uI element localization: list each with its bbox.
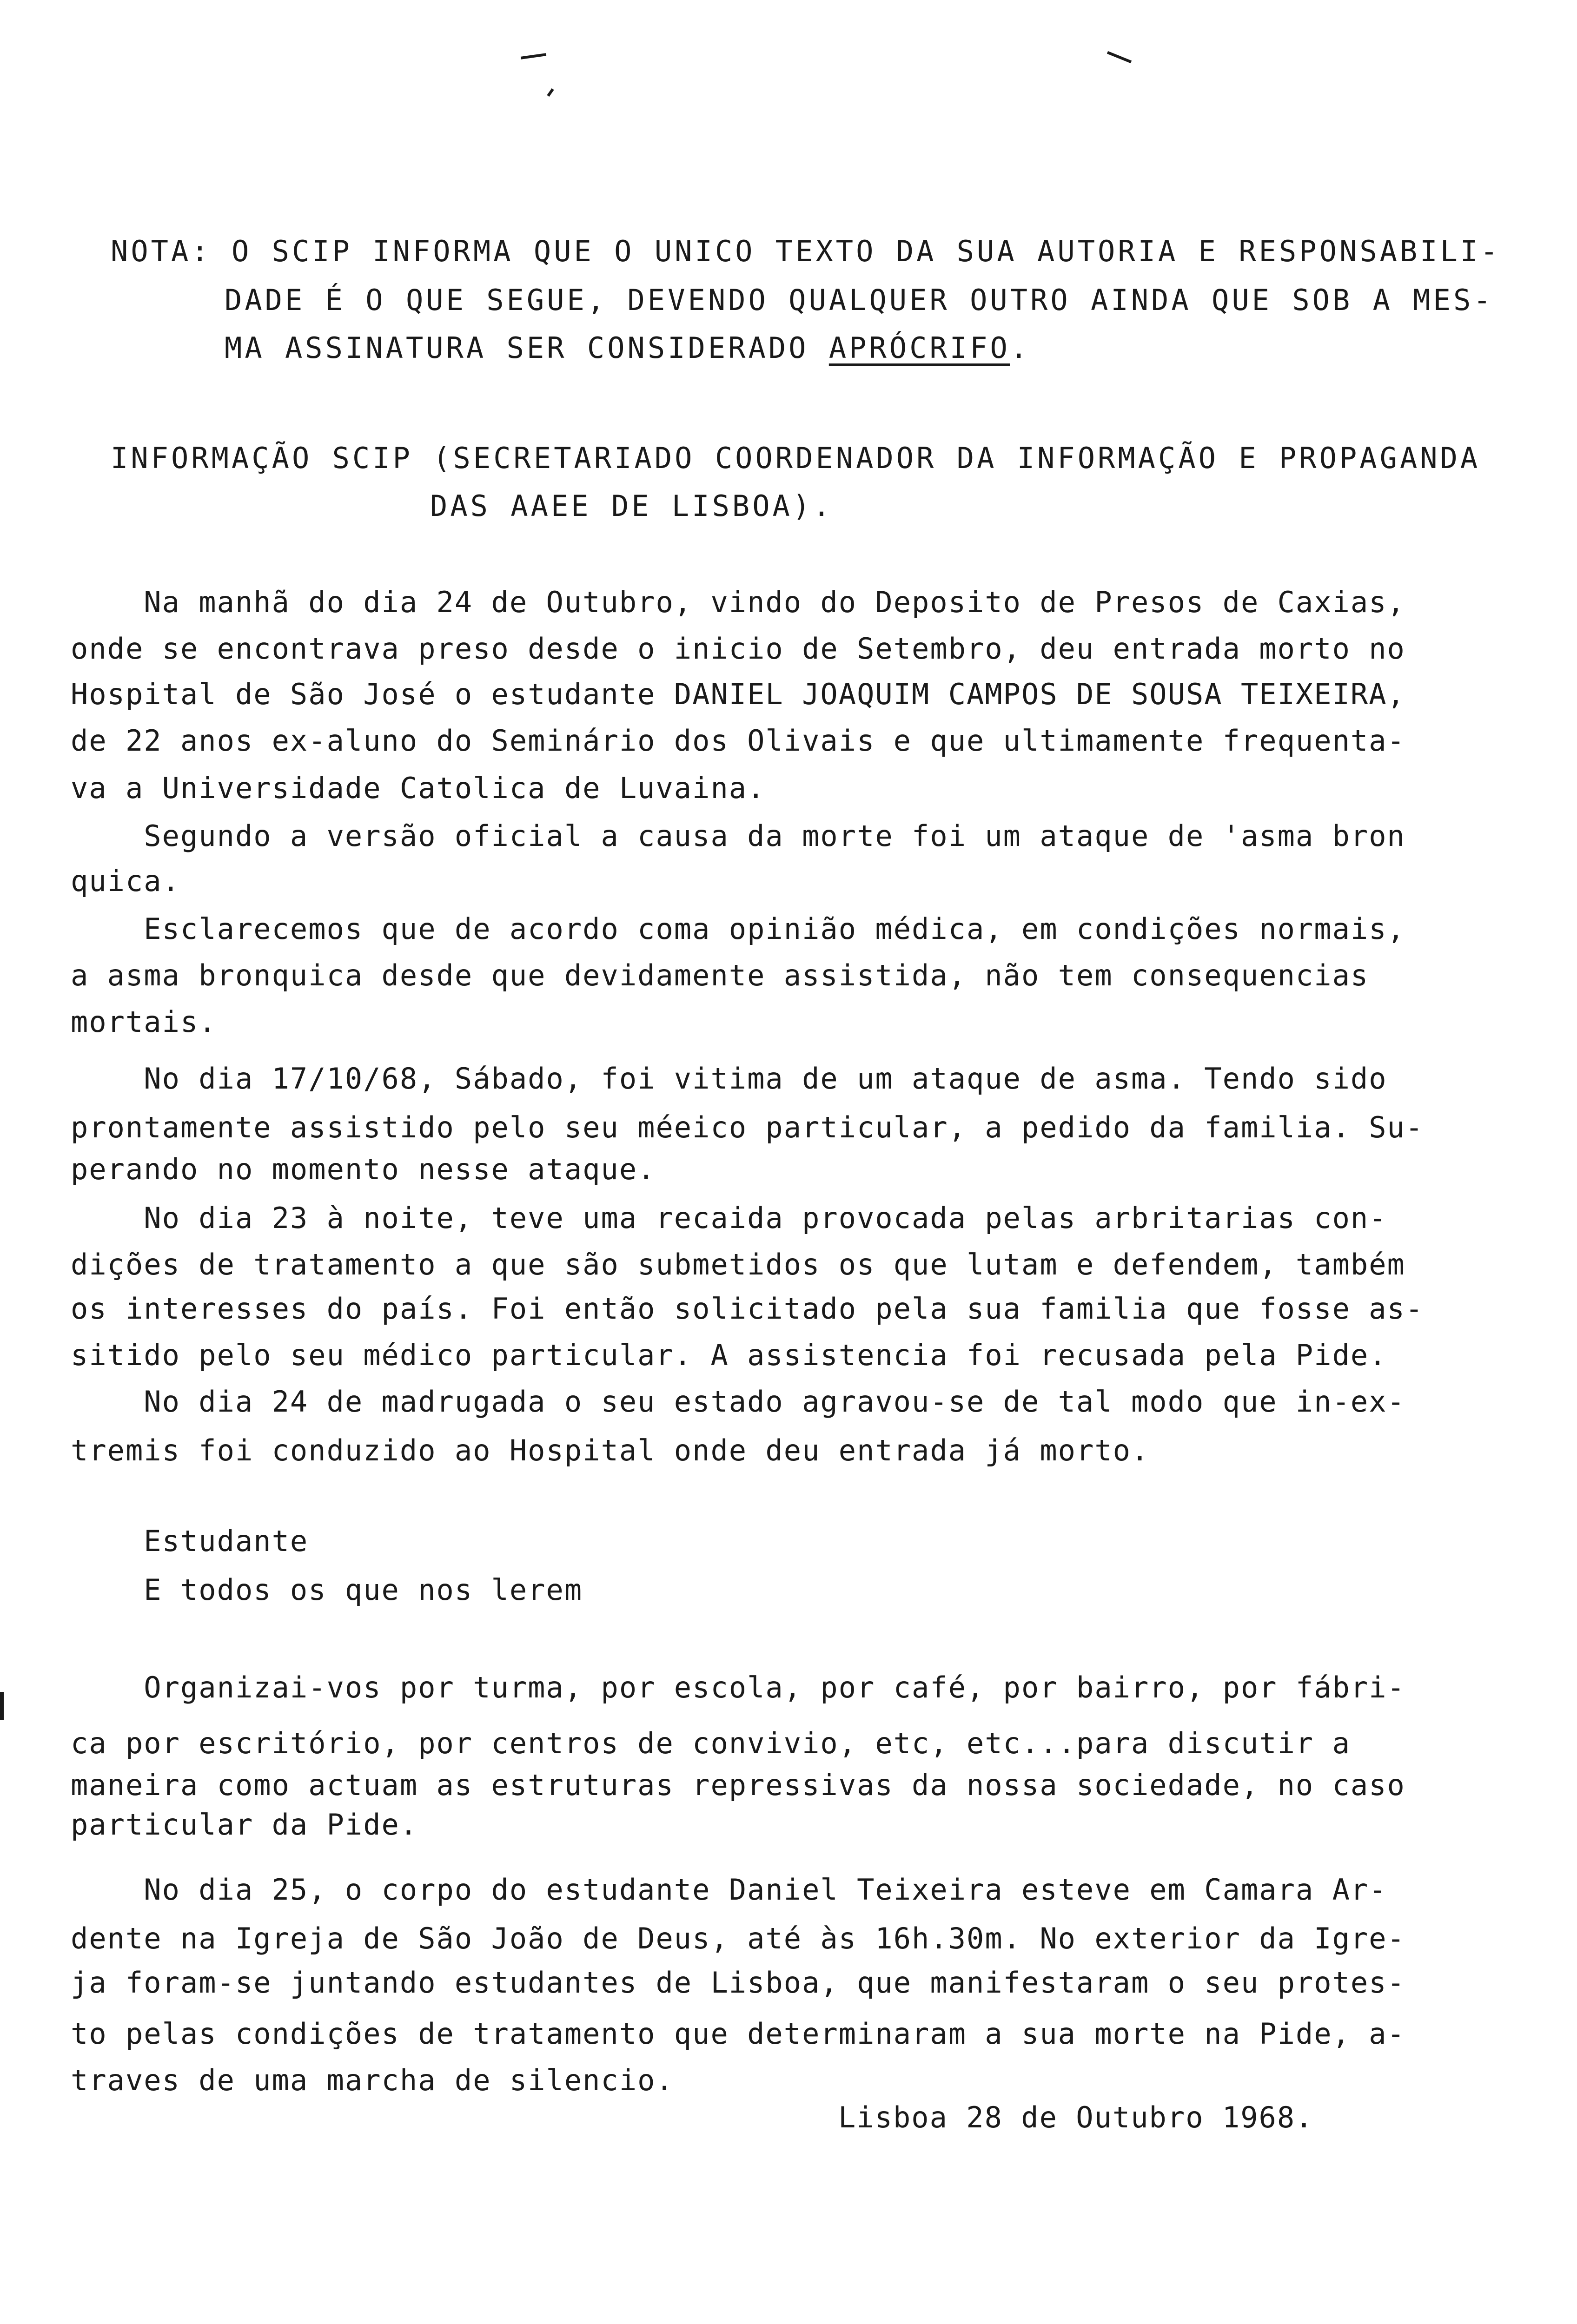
body-line: No dia 23 à noite, teve uma recaida provocada pelas arbritarias con- [71,1201,1387,1235]
body-line: a asma bronquica desde que devidamente assistida, não tem consequencias [71,958,1369,992]
nota-line-2: DADE É O QUE SEGUE, DEVENDO QUALQUER OUTRO AINDA QUE SOB A MES- [225,283,1494,317]
body-line: tremis foi conduzido ao Hospital onde deu entrada já morto. [71,1433,1150,1467]
heading-line-1: INFORMAÇÃO SCIP (SECRETARIADO COORDENADOR DA INFORMAÇÃO E PROPAGANDA [111,441,1481,475]
body-line: perando no momento nesse ataque. [71,1152,656,1186]
body-line: Na manhã do dia 24 de Outubro, vindo do Deposito de Presos de Caxias, [71,585,1405,619]
nota-line-3-text: MA ASSINATURA SER CONSIDERADO [225,331,829,365]
date-line: Lisboa 28 de Outubro 1968. [838,2100,1314,2134]
closing-line: dente na Igreja de São João de Deus, até às 16h.30m. No exterior da Igre- [71,1921,1405,1955]
closing-line: traves de uma marcha de silencio. [71,2063,674,2097]
stray-mark [547,88,554,97]
address-line: Estudante [71,1524,309,1558]
closing-line: ja foram-se juntando estudantes de Lisboa, que manifestaram o seu protes- [71,1966,1405,2000]
body-line: va a Universidade Catolica de Luvaina. [71,771,766,805]
heading-line-2: DAS AAEE DE LISBOA). [430,489,833,523]
appeal-line: ca por escritório, por centros de convivio, etc, etc...para discutir a [71,1726,1351,1760]
body-line: quica. [71,864,180,898]
address-line: E todos os que nos lerem [71,1573,583,1607]
appeal-line: maneira como actuam as estruturas repressivas da nossa sociedade, no caso [71,1768,1405,1802]
appeal-line: particular da Pide. [71,1808,418,1842]
body-line: prontamente assistido pelo seu méeico particular, a pedido da familia. Su- [71,1110,1424,1144]
body-line: onde se encontrava preso desde o inicio de Setembro, deu entrada morto no [71,632,1405,666]
nota-end-punct: . [1010,331,1031,365]
nota-line-3 [225,331,1031,365]
body-line: Esclarecemos que de acordo coma opinião médica, em condições normais, [71,912,1405,946]
stray-mark [1107,51,1132,63]
body-line: de 22 anos ex-aluno do Seminário dos Olivais e que ultimamente frequenta- [71,724,1405,758]
body-line: Hospital de São José o estudante DANIEL JOAQUIM CAMPOS DE SOUSA TEIXEIRA, [71,677,1405,711]
nota-line-1: NOTA: O SCIP INFORMA QUE O UNICO TEXTO DA SUA AUTORIA E RESPONSABILI- [111,234,1501,268]
body-line: os interesses do país. Foi então solicitado pela sua familia que fosse as- [71,1292,1424,1326]
body-line: dições de tratamento a que são submetidos os que lutam e defendem, também [71,1248,1405,1281]
body-line: mortais. [71,1005,217,1039]
closing-line: to pelas condições de tratamento que determinaram a sua morte na Pide, a- [71,2017,1405,2051]
body-line: sitido pelo seu médico particular. A assistencia foi recusada pela Pide. [71,1338,1387,1372]
appeal-line: Organizai-vos por turma, por escola, por café, por bairro, por fábri- [71,1670,1405,1704]
body-line: No dia 17/10/68, Sábado, foi vitima de um ataque de asma. Tendo sido [71,1062,1387,1096]
scan-edge-mark [0,1692,4,1720]
body-line: Segundo a versão oficial a causa da morte foi um ataque de 'asma bron [71,819,1405,853]
stray-mark [521,53,546,59]
closing-line: No dia 25, o corpo do estudante Daniel Teixeira esteve em Camara Ar- [71,1873,1387,1907]
nota-underlined-word: APRÓCRIFO [828,331,1010,365]
body-line: No dia 24 de madrugada o seu estado agravou-se de tal modo que in-ex- [71,1385,1405,1419]
